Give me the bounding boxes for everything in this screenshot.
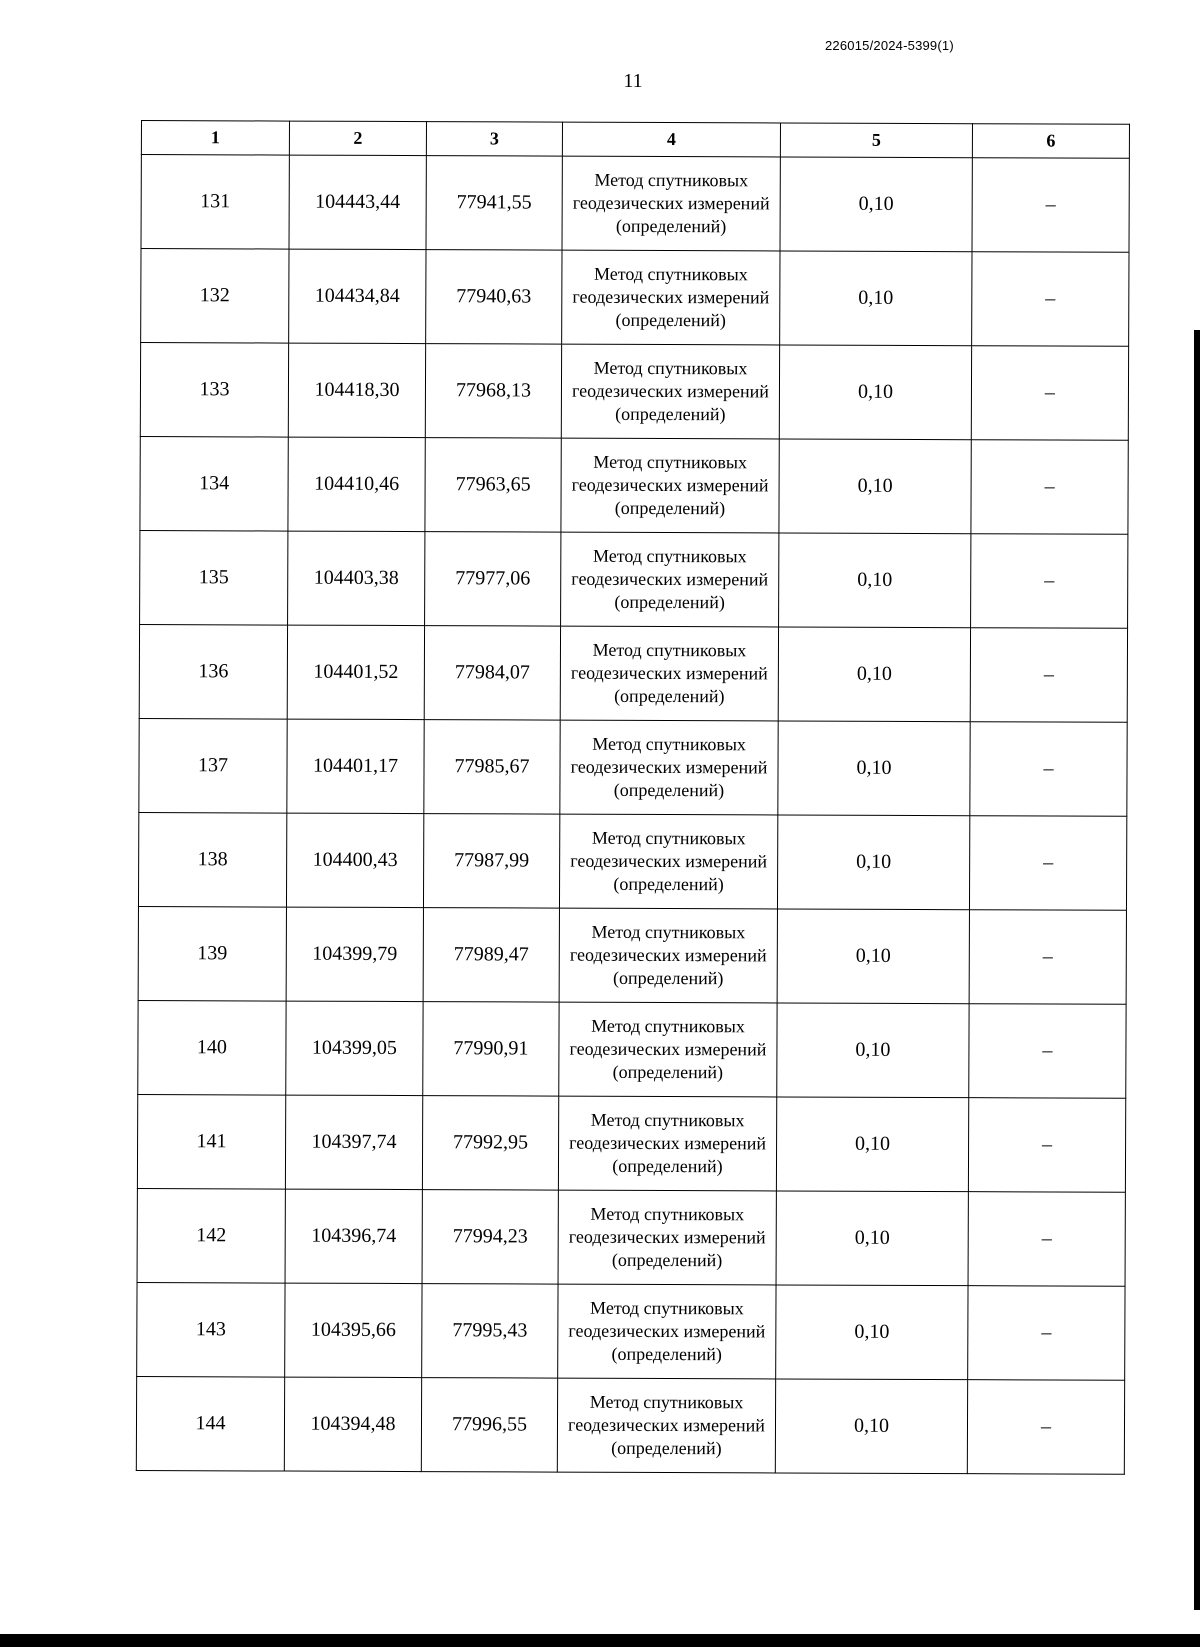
table-row (137, 1188, 1125, 1286)
x-coordinate-cell: 104410,46 (288, 437, 425, 532)
document-number: 226015/2024-5399(1) (825, 38, 954, 53)
table-header-row (141, 121, 1129, 159)
method-cell: Метод спутниковых геодезических измерений (определений) (560, 626, 778, 721)
point-number-cell: 134 (140, 436, 288, 531)
table-row (140, 343, 1128, 441)
page-number: 11 (623, 70, 643, 92)
table-row (137, 1094, 1125, 1192)
accuracy-cell: 0,10 (776, 1285, 968, 1380)
table-row (136, 1376, 1124, 1474)
method-cell: Метод спутниковых геодезических измерений (определений) (558, 1284, 776, 1379)
accuracy-cell: 0,10 (775, 1379, 967, 1474)
x-coordinate-cell: 104396,74 (285, 1189, 422, 1284)
note-cell: – (971, 346, 1128, 441)
table-row (139, 718, 1127, 816)
y-coordinate-cell: 77992,95 (422, 1096, 558, 1191)
x-coordinate-cell: 104395,66 (285, 1283, 422, 1378)
note-cell: – (971, 534, 1128, 629)
point-number-cell: 140 (138, 1000, 286, 1095)
point-number-cell: 144 (136, 1376, 284, 1471)
note-cell: – (968, 1098, 1125, 1193)
accuracy-cell: 0,10 (777, 815, 969, 910)
method-cell: Метод спутниковых геодезических измерений (определений) (559, 814, 777, 909)
y-coordinate-cell: 77989,47 (423, 908, 559, 1003)
method-cell: Метод спутниковых геодезических измерений (определений) (559, 908, 777, 1003)
table-row (138, 906, 1126, 1004)
method-cell: Метод спутниковых геодезических измерений (определений) (561, 438, 779, 533)
accuracy-cell: 0,10 (778, 721, 970, 816)
note-cell: – (968, 1192, 1125, 1287)
y-coordinate-cell: 77996,55 (421, 1378, 557, 1473)
y-coordinate-cell: 77977,06 (425, 532, 561, 627)
point-number-cell: 137 (139, 718, 287, 813)
note-cell: – (971, 440, 1128, 535)
accuracy-cell: 0,10 (778, 627, 970, 722)
note-cell: – (969, 910, 1126, 1005)
method-cell: Метод спутниковых геодезических измерений (определений) (561, 532, 779, 627)
point-number-cell: 131 (141, 155, 289, 250)
y-coordinate-cell: 77990,91 (423, 1002, 559, 1097)
accuracy-cell: 0,10 (777, 909, 969, 1004)
x-coordinate-cell: 104394,48 (284, 1377, 421, 1472)
accuracy-cell: 0,10 (780, 251, 972, 346)
point-number-cell: 139 (138, 906, 286, 1001)
accuracy-cell: 0,10 (779, 345, 971, 440)
x-coordinate-cell: 104397,74 (285, 1095, 422, 1190)
table-row (138, 812, 1126, 910)
note-cell: – (972, 252, 1129, 347)
point-number-cell: 133 (140, 343, 288, 438)
x-coordinate-cell: 104418,30 (288, 343, 425, 438)
column-header: 5 (780, 123, 972, 158)
y-coordinate-cell: 77963,65 (425, 438, 561, 533)
note-cell: – (969, 816, 1126, 911)
y-coordinate-cell: 77941,55 (426, 156, 562, 251)
point-number-cell: 142 (137, 1188, 285, 1283)
y-coordinate-cell: 77940,63 (426, 250, 562, 345)
method-cell: Метод спутниковых геодезических измерений (определений) (558, 1096, 776, 1191)
y-coordinate-cell: 77994,23 (422, 1190, 558, 1285)
point-number-cell: 135 (140, 530, 288, 625)
note-cell: – (970, 722, 1127, 817)
y-coordinate-cell: 77995,43 (422, 1284, 558, 1379)
y-coordinate-cell: 77987,99 (423, 814, 559, 909)
accuracy-cell: 0,10 (776, 1191, 968, 1286)
note-cell: – (972, 158, 1129, 253)
x-coordinate-cell: 104401,52 (287, 625, 424, 720)
table-row (138, 1000, 1126, 1098)
column-header: 1 (141, 121, 289, 156)
column-header: 4 (562, 122, 780, 157)
note-cell: – (970, 628, 1127, 723)
method-cell: Метод спутниковых геодезических измерений (определений) (558, 1190, 776, 1285)
method-cell: Метод спутниковых геодезических измерений (определений) (562, 156, 780, 251)
accuracy-cell: 0,10 (780, 157, 972, 252)
table-row (139, 624, 1127, 722)
point-number-cell: 143 (137, 1282, 285, 1377)
point-number-cell: 132 (141, 249, 289, 344)
accuracy-cell: 0,10 (776, 1097, 968, 1192)
x-coordinate-cell: 104443,44 (289, 155, 426, 250)
x-coordinate-cell: 104399,79 (286, 907, 423, 1002)
table-row (140, 530, 1128, 628)
scan-edge-shadow (1194, 330, 1200, 1610)
table-row (141, 155, 1129, 253)
column-header: 3 (426, 122, 562, 157)
method-cell: Метод спутниковых геодезических измерений (определений) (562, 250, 780, 345)
table-row (137, 1282, 1125, 1380)
table-row (141, 249, 1129, 347)
x-coordinate-cell: 104401,17 (287, 719, 424, 814)
note-cell: – (969, 1004, 1126, 1099)
x-coordinate-cell: 104403,38 (288, 531, 425, 626)
scan-bottom-edge (0, 1634, 1200, 1647)
y-coordinate-cell: 77968,13 (425, 344, 561, 439)
table-row (140, 436, 1128, 534)
accuracy-cell: 0,10 (777, 1003, 969, 1098)
y-coordinate-cell: 77984,07 (424, 626, 560, 721)
method-cell: Метод спутниковых геодезических измерений (определений) (561, 344, 779, 439)
note-cell: – (968, 1286, 1125, 1381)
y-coordinate-cell: 77985,67 (424, 720, 560, 815)
accuracy-cell: 0,10 (779, 439, 971, 534)
note-cell: – (967, 1380, 1124, 1475)
point-number-cell: 138 (138, 812, 286, 907)
x-coordinate-cell: 104434,84 (289, 249, 426, 344)
method-cell: Метод спутниковых геодезических измерений (определений) (559, 1002, 777, 1097)
point-number-cell: 141 (137, 1094, 285, 1189)
column-header: 6 (972, 124, 1129, 159)
method-cell: Метод спутниковых геодезических измерений (определений) (557, 1378, 775, 1473)
method-cell: Метод спутниковых геодезических измерений (определений) (560, 720, 778, 815)
x-coordinate-cell: 104399,05 (286, 1001, 423, 1096)
coordinates-table (136, 120, 1130, 1475)
column-header: 2 (289, 121, 426, 156)
x-coordinate-cell: 104400,43 (286, 813, 423, 908)
point-number-cell: 136 (139, 624, 287, 719)
accuracy-cell: 0,10 (779, 533, 971, 628)
